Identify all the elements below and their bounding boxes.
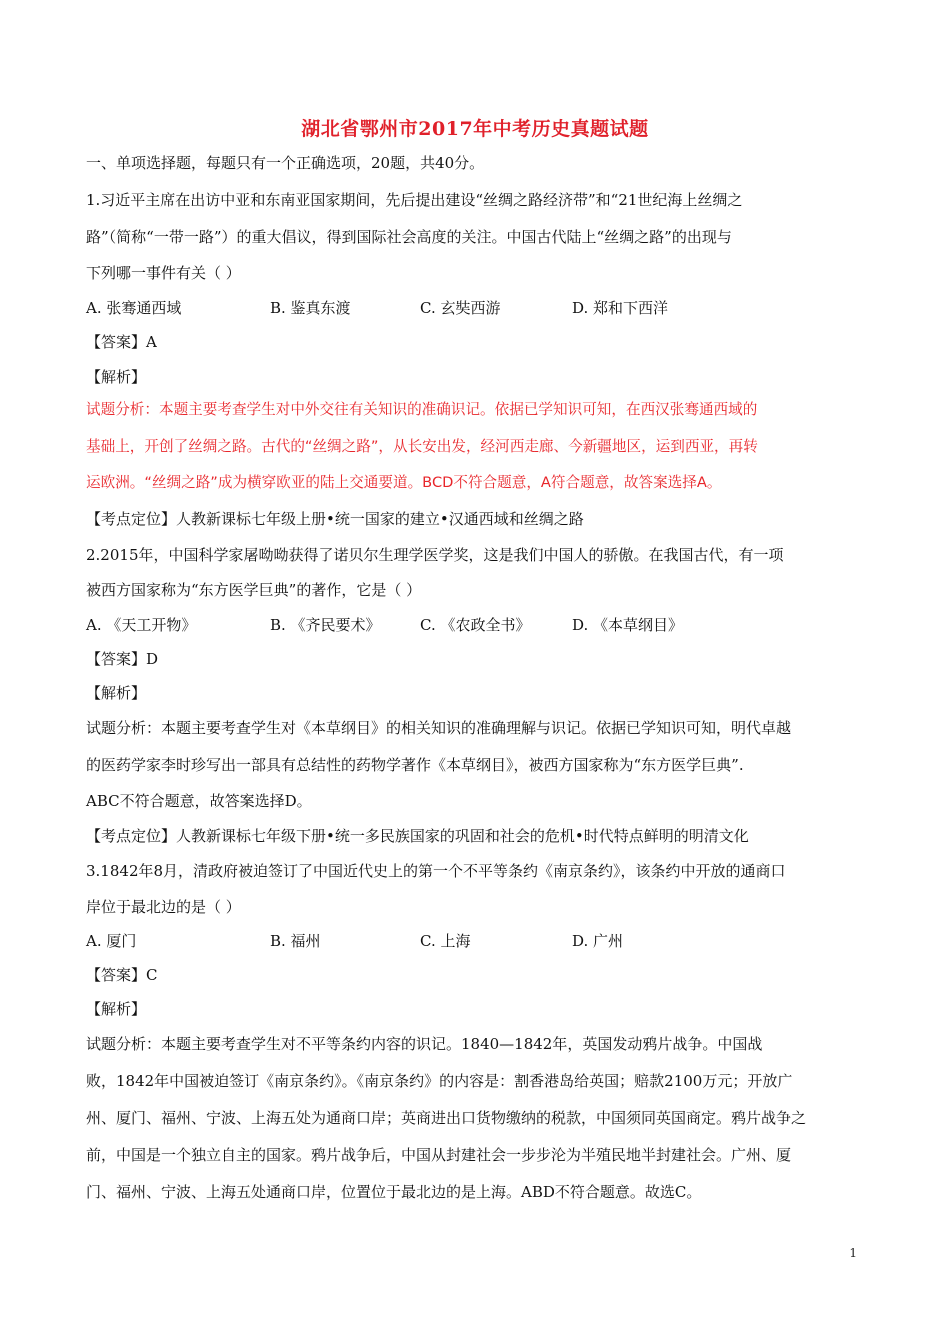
page-title: 湖北省鄂州市2017年中考历史真题试题 — [301, 118, 649, 140]
q2-answer: 【答案】D — [86, 650, 159, 668]
q2-analysis-line-3: ABC不符合题意，故答案选择D。 — [86, 792, 312, 810]
q1-analysis-line-1: 试题分析：本题主要考查学生对中外交往有关知识的准确识记。依据已学知识可知，在西汉张骞通西域的 — [86, 401, 758, 418]
page-number: 1 — [849, 1246, 857, 1260]
q3-option-c: C. 上海 — [420, 932, 471, 950]
q3-line-1: 3.1842年8月，清政府被迫签订了中国近代史上的第一个不平等条约《南京条约》，该条约中开放的通商口 — [86, 862, 786, 880]
q3-analysis-line-4: 前，中国是一个独立自主的国家。鸦片战争后，中国从封建社会一步步沦为半殖民地半封建社会。广州、厦 — [86, 1146, 792, 1164]
q2-line-2: 被西方国家称为“东方医学巨典”的著作，它是（ ） — [86, 581, 422, 599]
section-header: 一、单项选择题，每题只有一个正确选项，20题，共40分。 — [86, 154, 485, 172]
q2-kaodian: 【考点定位】人教新课标七年级下册•统一多民族国家的巩固和社会的危机•时代特点鲜明的明清文化 — [86, 827, 749, 845]
q1-analysis-label: 【解析】 — [86, 368, 147, 386]
q1-option-c: C. 玄奘西游 — [420, 299, 501, 317]
q2-line-1: 2.2015年，中国科学家屠呦呦获得了诺贝尔生理学医学奖，这是我们中国人的骄傲。在我国古代，有一项 — [86, 546, 784, 564]
q3-analysis-line-1: 试题分析：本题主要考查学生对不平等条约内容的识记。1840—1842年，英国发动鸦片战争。中国战 — [86, 1035, 763, 1053]
q1-option-d: D. 郑和下西洋 — [572, 299, 669, 317]
q2-analysis-label: 【解析】 — [86, 684, 147, 702]
q3-answer: 【答案】C — [86, 966, 158, 984]
q1-kaodian: 【考点定位】人教新课标七年级上册•统一国家的建立•汉通西域和丝绸之路 — [86, 510, 584, 528]
q2-analysis-line-2: 的医药学家李时珍写出一部具有总结性的药物学著作《本草纲目》，被西方国家称为“东方医学巨典”. — [86, 756, 744, 774]
q1-analysis-line-3: 运欧洲。“丝绸之路”成为横穿欧亚的陆上交通要道。BCD不符合题意，A符合题意，故答案选择A。 — [86, 474, 722, 491]
q1-option-b: B. 鉴真东渡 — [270, 299, 351, 317]
q3-option-b: B. 福州 — [270, 932, 321, 950]
q3-analysis-line-5: 门、福州、宁波、上海五处通商口岸，位置位于最北边的是上海。ABD不符合题意。故选C。 — [86, 1183, 702, 1201]
q1-option-a: A. 张骞通西域 — [86, 299, 182, 317]
q2-option-a: A. 《天工开物》 — [86, 616, 197, 634]
q2-option-b: B. 《齐民要术》 — [270, 616, 381, 634]
q1-analysis-line-2: 基础上，开创了丝绸之路。古代的“丝绸之路”，从长安出发，经河西走廊、今新疆地区，运到西亚，再转 — [86, 438, 758, 455]
q1-answer: 【答案】A — [86, 333, 157, 351]
q3-analysis-line-2: 败，1842年中国被迫签订《南京条约》。《南京条约》的内容是：割香港岛给英国；赔款2100万元；开放广 — [86, 1072, 793, 1090]
q2-option-d: D. 《本草纲目》 — [572, 616, 684, 634]
q3-option-a: A. 厦门 — [86, 932, 137, 950]
q2-option-c: C. 《农政全书》 — [420, 616, 531, 634]
q3-analysis-line-3: 州、厦门、福州、宁波、上海五处为通商口岸；英商进出口货物缴纳的税款，中国须同英国商定。鸦片战争之 — [86, 1109, 807, 1127]
q1-line-1: 1.习近平主席在出访中亚和东南亚国家期间，先后提出建设“丝绸之路经济带”和“21世纪海上丝绸之 — [86, 191, 743, 209]
q2-analysis-line-1: 试题分析：本题主要考查学生对《本草纲目》的相关知识的准确理解与识记。依据已学知识可知，明代卓越 — [86, 719, 792, 737]
q3-analysis-label: 【解析】 — [86, 1000, 147, 1018]
q1-line-2: 路”（简称“一带一路”）的重大倡议，得到国际社会高度的关注。中国古代陆上“丝绸之路”的出现与 — [86, 228, 732, 246]
q3-option-d: D. 广州 — [572, 932, 624, 950]
q1-line-3: 下列哪一事件有关（ ） — [86, 264, 241, 282]
q3-line-2: 岸位于最北边的是（ ） — [86, 898, 241, 916]
